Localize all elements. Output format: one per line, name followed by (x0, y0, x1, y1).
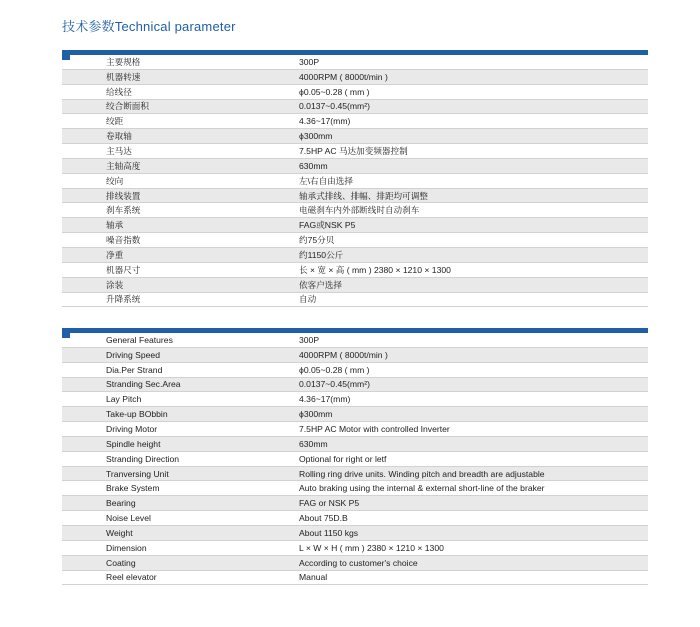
param-name: 净重 (106, 249, 124, 260)
table-row (62, 556, 648, 571)
param-value: 630mm (299, 438, 328, 449)
param-name: 绞合断面积 (106, 101, 149, 112)
param-value: 约1150公斤 (299, 249, 344, 260)
table-row (62, 333, 648, 348)
param-name: Tranversing Unit (106, 468, 169, 479)
table-row (62, 348, 648, 363)
param-name: 主马达 (106, 145, 132, 156)
table-row (62, 203, 648, 218)
param-name: 卷取轴 (106, 131, 132, 142)
param-name: 噪音指数 (106, 235, 141, 246)
param-name: 主要规格 (106, 56, 141, 67)
spec-table-english (62, 328, 648, 585)
param-value: 4000RPM ( 8000t/min ) (299, 349, 388, 360)
page-title: 技术参数Technical parameter (62, 19, 236, 34)
param-value: 约75分贝 (299, 235, 335, 246)
param-value: FAG或NSK P5 (299, 220, 356, 231)
table-row (62, 55, 648, 70)
param-name: Stranding Direction (106, 453, 180, 464)
param-value: L × W × H ( mm ) 2380 × 1210 × 1300 (299, 542, 444, 553)
param-value: 630mm (299, 160, 328, 171)
table-body (62, 333, 648, 585)
param-value: 7.5HP AC Motor with controlled Inverter (299, 423, 450, 434)
param-value: Optional for right or letf (299, 453, 387, 464)
table-row (62, 278, 648, 293)
param-value: 长 × 宽 × 高 ( mm ) 2380 × 1210 × 1300 (299, 264, 451, 275)
table-row (62, 378, 648, 393)
param-name: Take-up BObbin (106, 409, 168, 420)
param-value: ϕ0.05~0.28 ( mm ) (299, 86, 370, 97)
table-row (62, 114, 648, 129)
table-body (62, 55, 648, 307)
param-value: 轴承式排线、排幅、排距均可调整 (299, 190, 428, 201)
table-row (62, 144, 648, 159)
table-row (62, 129, 648, 144)
table-row (62, 189, 648, 204)
param-value: 左\右自由选择 (299, 175, 353, 186)
param-value: According to customer's choice (299, 557, 418, 568)
table-row (62, 481, 648, 496)
param-value: 0.0137~0.45(mm²) (299, 379, 370, 390)
table-row (62, 407, 648, 422)
param-value: 7.5HP AC 马达加变频器控制 (299, 145, 408, 156)
table-row (62, 452, 648, 467)
table-row (62, 233, 648, 248)
param-value: 自动 (299, 294, 317, 305)
param-value: Manual (299, 572, 328, 583)
table-row (62, 293, 648, 308)
param-name: Stranding Sec.Area (106, 379, 181, 390)
table-row (62, 392, 648, 407)
param-name: Dimension (106, 542, 147, 553)
param-name: 机器转速 (106, 71, 141, 82)
param-value: 电磁刹车内外部断线时自动刹车 (299, 205, 420, 216)
param-value: ϕ300mm (299, 409, 333, 420)
param-name: Driving Speed (106, 349, 160, 360)
param-value: ϕ0.05~0.28 ( mm ) (299, 364, 370, 375)
param-name: 涂装 (106, 279, 124, 290)
param-name: Dia.Per Strand (106, 364, 163, 375)
param-name: Bearing (106, 498, 136, 509)
param-value: ϕ300mm (299, 131, 333, 142)
table-row (62, 467, 648, 482)
param-name: 绞距 (106, 116, 124, 127)
param-name: Spindle height (106, 438, 161, 449)
param-name: Lay Pitch (106, 394, 142, 405)
table-row (62, 218, 648, 233)
param-value: FAG or NSK P5 (299, 498, 360, 509)
param-name: Noise Level (106, 513, 151, 524)
table-row (62, 541, 648, 556)
table-row (62, 526, 648, 541)
param-value: Auto braking using the internal & external short-line of the braker (299, 483, 545, 494)
param-value: 4.36~17(mm) (299, 394, 351, 405)
param-value: 4.36~17(mm) (299, 116, 351, 127)
table-row (62, 437, 648, 452)
param-name: Brake System (106, 483, 160, 494)
table-row (62, 363, 648, 378)
table-row (62, 511, 648, 526)
param-value: Rolling ring drive units. Winding pitch and breadth are adjustable (299, 468, 545, 479)
param-name: 升降系统 (106, 294, 141, 305)
param-value: About 75D.B (299, 513, 348, 524)
table-header-bar (62, 50, 648, 55)
param-name: 主轴高度 (106, 160, 141, 171)
param-name: 轴承 (106, 220, 124, 231)
param-name: General Features (106, 334, 173, 345)
table-row (62, 571, 648, 586)
param-name: Driving Motor (106, 423, 158, 434)
param-value: 依客户选择 (299, 279, 342, 290)
table-row (62, 422, 648, 437)
table-row (62, 263, 648, 278)
param-name: 刹车系统 (106, 205, 141, 216)
param-value: 300P (299, 334, 320, 345)
table-row (62, 70, 648, 85)
spec-table-chinese (62, 50, 648, 307)
table-header-bar (62, 328, 648, 333)
table-row (62, 100, 648, 115)
param-name: Reel elevator (106, 572, 157, 583)
param-name: 机器尺寸 (106, 264, 141, 275)
table-row (62, 159, 648, 174)
table-row (62, 496, 648, 511)
param-value: About 1150 kgs (299, 527, 359, 538)
param-name: Coating (106, 557, 136, 568)
table-row (62, 248, 648, 263)
param-name: 绞向 (106, 175, 124, 186)
param-value: 0.0137~0.45(mm²) (299, 101, 370, 112)
table-row (62, 85, 648, 100)
param-value: 300P (299, 56, 320, 67)
param-name: Weight (106, 527, 133, 538)
param-name: 给线径 (106, 86, 132, 97)
param-value: 4000RPM ( 8000t/min ) (299, 71, 388, 82)
param-name: 排线装置 (106, 190, 141, 201)
table-row (62, 174, 648, 189)
